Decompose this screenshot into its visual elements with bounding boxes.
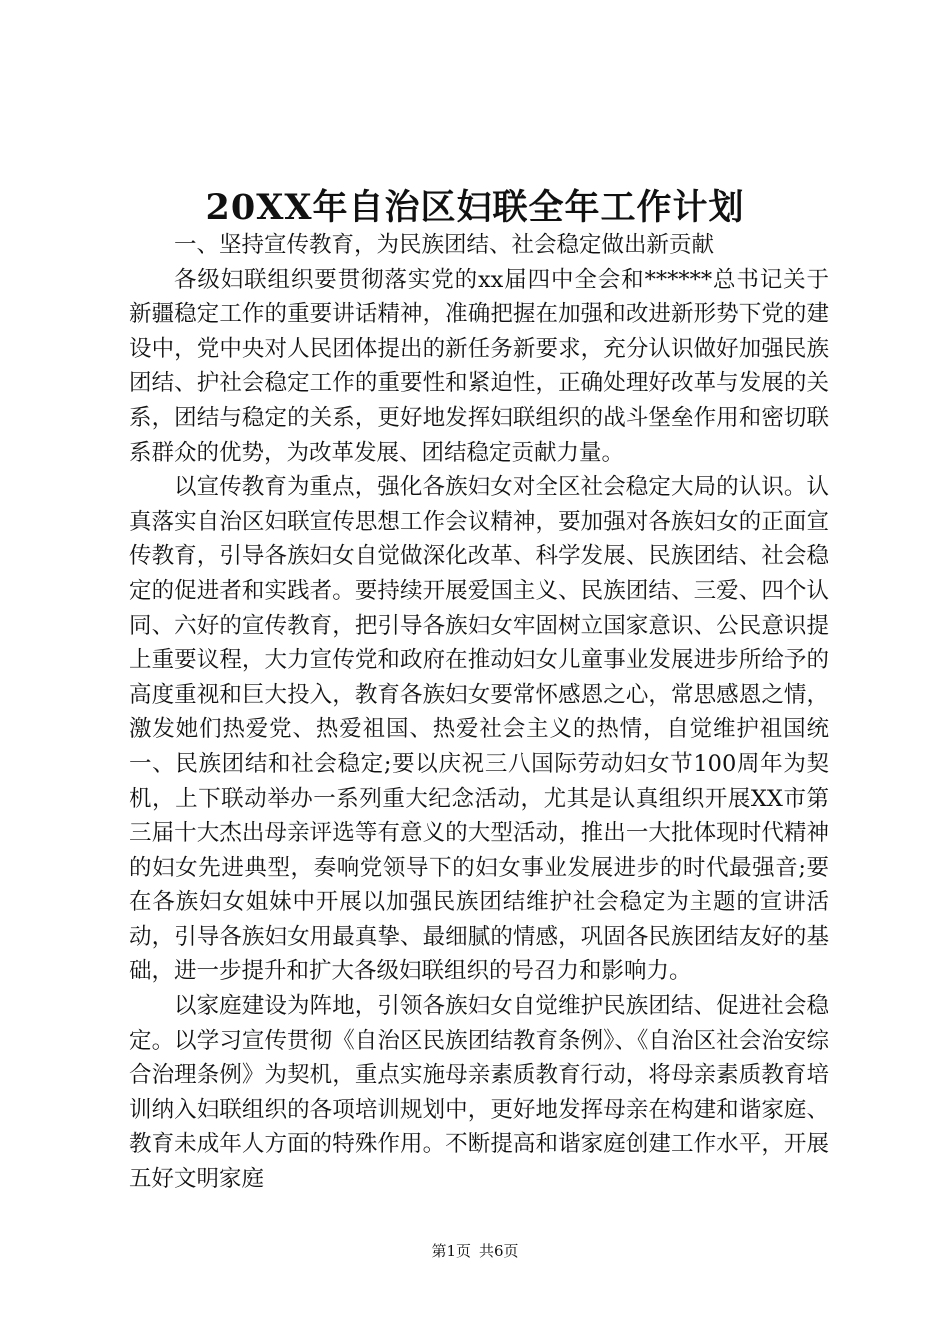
document-body xyxy=(129,228,829,1197)
paragraph: 以宣传教育为重点，强化各族妇女对全区社会稳定大局的认识。认真落实自治区妇联宣传思想工作会议精神，要加强对各族妇女的正面宣传教育，引导各族妇女自觉做深化改革、科学发展、民族团结、社会稳定的促进者和实践者。要持续开展爱国主义、民族团结、三爱、四个认同、六好的宣传教育，把引导各族妇女牢固树立国家意识、公民意识提上重要议程，大力宣传党和政府在推动妇女儿童事业发展进步所给予的高度重视和巨大投入，教育各族妇女要常怀感恩之心，常思感恩之情，激发她们热爱党、热爱祖国、热爱社会主义的热情，自觉维护祖国统一、民族团结和社会稳定;要以庆祝三八国际劳动妇女节100周年为契机，上下联动举办一系列重大纪念活动，尤其是认真组织开展XX市第三届十大杰出母亲评选等有意义的大型活动，推出一大批体现时代精神的妇女先进典型，奏响党领导下的妇女事业发展进步的时代最强音;要在各族妇女姐妹中开展以加强民族团结维护社会稳定为主题的宣讲活动，引导各族妇女用最真挚、最细腻的情感，巩固各民族团结友好的基础，进一步提升和扩大各级妇联组织的号召力和影响力。 xyxy=(129,474,829,985)
page-total: 共6页 xyxy=(479,1242,519,1260)
document-title: 20XX年自治区妇联全年工作计划 xyxy=(205,187,745,228)
page-number: 第1页 xyxy=(431,1242,471,1260)
page-footer xyxy=(0,1241,950,1261)
section-heading: 一、坚持宣传教育，为民族团结、社会稳定做出新贡献 xyxy=(174,232,715,258)
paragraph: 各级妇联组织要贯彻落实党的xx届四中全会和******总书记关于新疆稳定工作的重要讲话精神，准确把握在加强和改进新形势下党的建设中，党中央对人民团体提出的新任务新要求，充分认识做好加强民族团结、护社会稳定工作的重要性和紧迫性，正确处理好改革与发展的关系，团结与稳定的关系，更好地发挥妇联组织的战斗堡垒作用和密切联系群众的优势，为改革发展、团结稳定贡献力量。 xyxy=(129,266,829,466)
paragraph: 以家庭建设为阵地，引领各族妇女自觉维护民族团结、促进社会稳定。以学习宣传贯彻《自治区民族团结教育条例》、《自治区社会治安综合治理条例》为契机，重点实施母亲素质教育行动，将母亲素质教育培训纳入妇联组织的各项培训规划中，更好地发挥母亲在构建和谐家庭、教育未成年人方面的特殊作用。不断提高和谐家庭创建工作水平，开展五好文明家庭 xyxy=(129,993,829,1193)
